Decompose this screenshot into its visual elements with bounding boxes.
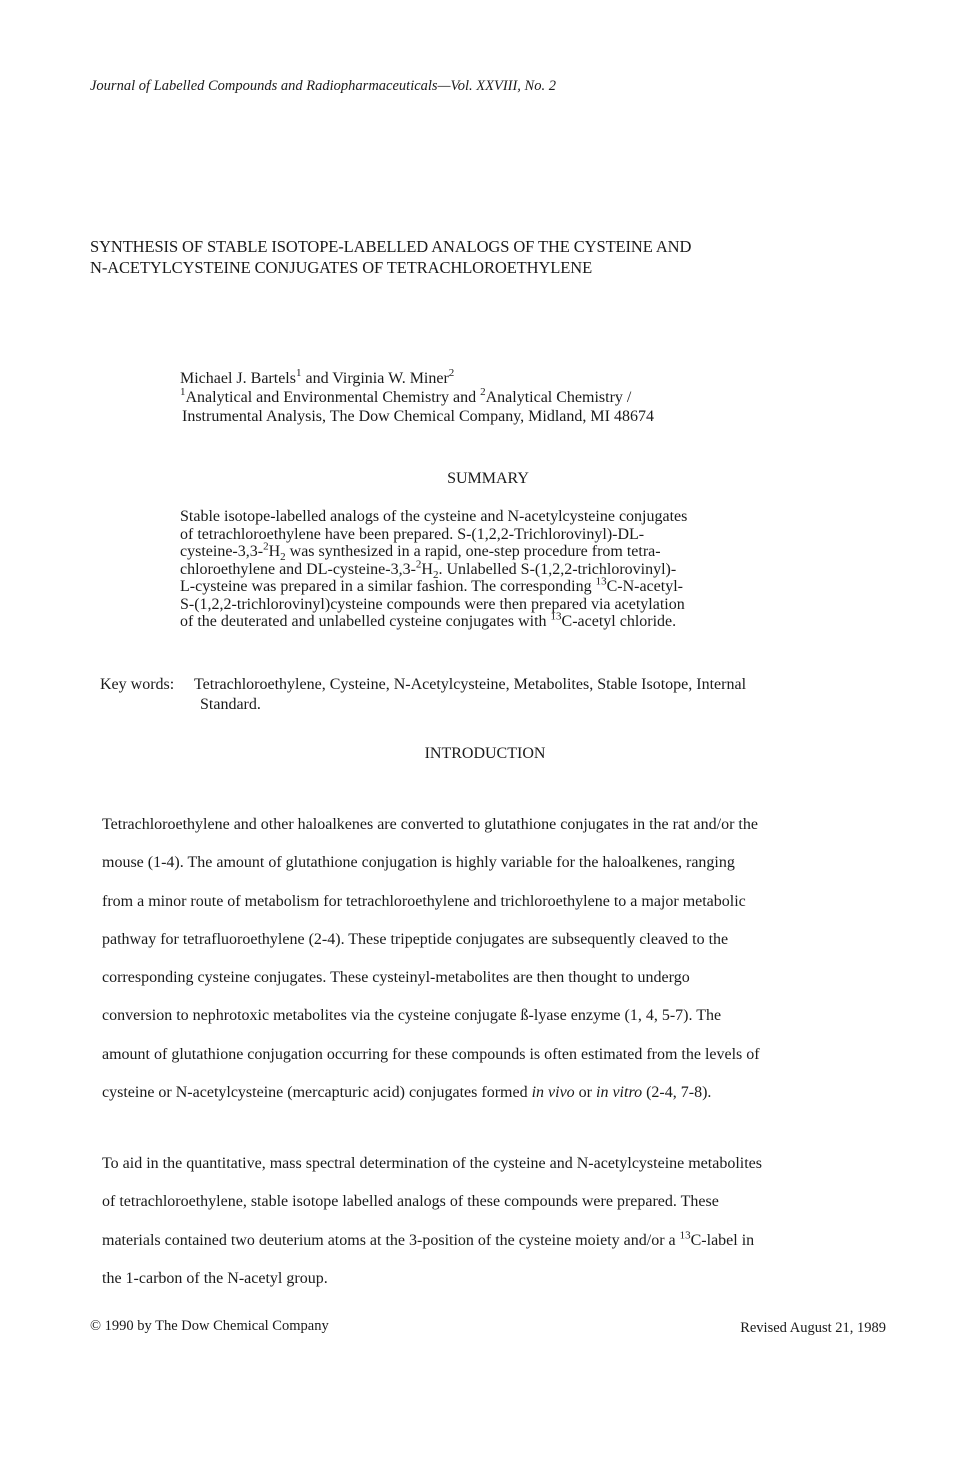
paragraph-italic: in vitro xyxy=(596,1084,643,1102)
summary-fragment: chloroethylene and DL-cysteine-3,3- xyxy=(180,560,416,578)
author-2: and Virginia W. Miner xyxy=(301,370,449,387)
affiliation-sup-1: 1 xyxy=(180,385,186,398)
summary-sup: 2 xyxy=(263,540,269,553)
paragraph-fragment: or xyxy=(574,1084,596,1102)
introduction-heading: INTRODUCTION xyxy=(424,745,546,762)
paragraph-sup: 13 xyxy=(679,1229,691,1242)
summary-line: of tetrachloroethylene have been prepared. S-(1,2,2-Trichlorovinyl)-DL- xyxy=(180,525,645,543)
authors-block xyxy=(180,366,654,426)
author-1: Michael J. Bartels xyxy=(180,370,296,387)
summary-fragment: cysteine-3,3- xyxy=(180,543,264,560)
paragraph-line: from a minor route of metabolism for tetrachloroethylene and trichloroethylene to a major metabolic xyxy=(102,892,746,910)
keywords-line-2: Standard. xyxy=(200,696,261,713)
copyright-notice: © 1990 by The Dow Chemical Company xyxy=(90,1318,329,1334)
journal-header: Journal of Labelled Compounds and Radiopharmaceuticals—Vol. XXVIII, No. 2 xyxy=(90,78,556,94)
keywords-label: Key words: xyxy=(100,676,175,693)
paragraph-line: of tetrachloroethylene, stable isotope labelled analogs of these compounds were prepared. These xyxy=(102,1193,719,1211)
paragraph-line xyxy=(102,1074,882,1112)
paragraph-line: mouse (1-4). The amount of glutathione conjugation is highly variable for the haloalkenes, ranging xyxy=(102,854,735,872)
paragraph-fragment: C-label in xyxy=(690,1231,755,1249)
title-line-2: N-ACETYLCYSTEINE CONJUGATES OF TETRACHLOROETHYLENE xyxy=(90,258,593,277)
summary-line xyxy=(180,558,800,581)
summary-sup: 13 xyxy=(550,610,562,623)
summary-line: S-(1,2,2-trichlorovinyl)cysteine compounds were then prepared via acetylation xyxy=(180,595,685,613)
affiliation-sup-2: 2 xyxy=(480,385,486,398)
keywords-line-1 xyxy=(100,675,860,695)
author-2-sup: 2 xyxy=(448,366,455,379)
keywords-list: Tetrachloroethylene, Cysteine, N-Acetylcysteine, Metabolites, Stable Isotope, Internal xyxy=(194,676,747,693)
revised-date: Revised August 21, 1989 xyxy=(740,1320,886,1336)
paragraph-line: amount of glutathione conjugation occurring for these compounds is often estimated from the levels of xyxy=(102,1045,760,1063)
keywords-block xyxy=(100,675,860,715)
summary-line xyxy=(180,610,800,631)
summary-fragment: was synthesized in a rapid, one-step procedure from tetra- xyxy=(285,543,661,560)
summary-fragment: C-acetyl chloride. xyxy=(561,613,677,630)
summary-sup: 2 xyxy=(415,558,422,571)
article-title xyxy=(90,236,890,278)
introduction-paragraph-1 xyxy=(102,806,882,1112)
summary-fragment: C-N-acetyl- xyxy=(606,578,683,595)
paragraph-line xyxy=(102,1222,882,1260)
summary-fragment: . Unlabelled S-(1,2,2-trichlorovinyl)- xyxy=(438,560,677,578)
summary-line xyxy=(180,575,800,596)
introduction-paragraph-2 xyxy=(102,1145,882,1298)
paragraph-italic: in vivo xyxy=(531,1084,575,1102)
affiliation-1: Analytical and Environmental Chemistry and xyxy=(185,389,481,406)
summary-heading: SUMMARY xyxy=(447,470,529,487)
summary-text xyxy=(180,508,800,631)
paragraph-line: conversion to nephrotoxic metabolites via the cysteine conjugate ß-lyase enzyme (1, 4, 5-7). The xyxy=(102,1007,722,1025)
summary-sub: 2 xyxy=(432,568,439,581)
summary-sup: 13 xyxy=(595,575,607,588)
paragraph-line: Tetrachloroethylene and other haloalkenes are converted to glutathione conjugates in the rat and/or the xyxy=(102,816,758,833)
summary-fragment: H xyxy=(268,543,281,560)
affiliation-line-2: Instrumental Analysis, The Dow Chemical Company, Midland, MI 48674 xyxy=(182,408,654,425)
summary-line: Stable isotope-labelled analogs of the cysteine and N-acetylcysteine conjugates xyxy=(180,508,688,525)
paragraph-line: pathway for tetrafluoroethylene (2-4). These tripeptide conjugates are subsequently cleaved to the xyxy=(102,930,729,948)
author-line xyxy=(180,366,654,388)
summary-line xyxy=(180,540,800,564)
paragraph-fragment: materials contained two deuterium atoms at the 3-position of the cysteine moiety and/or a xyxy=(102,1231,680,1249)
paragraph-line: To aid in the quantitative, mass spectral determination of the cysteine and N-acetylcysteine metabolites xyxy=(102,1155,762,1172)
paragraph-fragment: cysteine or N-acetylcysteine (mercapturic acid) conjugates formed xyxy=(102,1084,532,1102)
author-1-sup: 1 xyxy=(295,366,302,379)
summary-sub: 2 xyxy=(280,551,286,564)
affiliation-line-1 xyxy=(180,385,654,407)
summary-fragment: L-cysteine was prepared in a similar fashion. The corresponding xyxy=(180,578,596,595)
paragraph-fragment: (2-4, 7-8). xyxy=(642,1084,712,1102)
paragraph-line: the 1-carbon of the N-acetyl group. xyxy=(102,1269,328,1287)
summary-fragment: H xyxy=(421,560,433,578)
paragraph-line: corresponding cysteine conjugates. These cysteinyl-metabolites are then thought to undergo xyxy=(102,969,690,987)
title-line-1: SYNTHESIS OF STABLE ISOTOPE-LABELLED ANALOGS OF THE CYSTEINE AND xyxy=(90,237,692,256)
summary-fragment: of the deuterated and unlabelled cysteine conjugates with xyxy=(180,613,551,630)
affiliation-2: Analytical Chemistry / xyxy=(485,389,632,406)
